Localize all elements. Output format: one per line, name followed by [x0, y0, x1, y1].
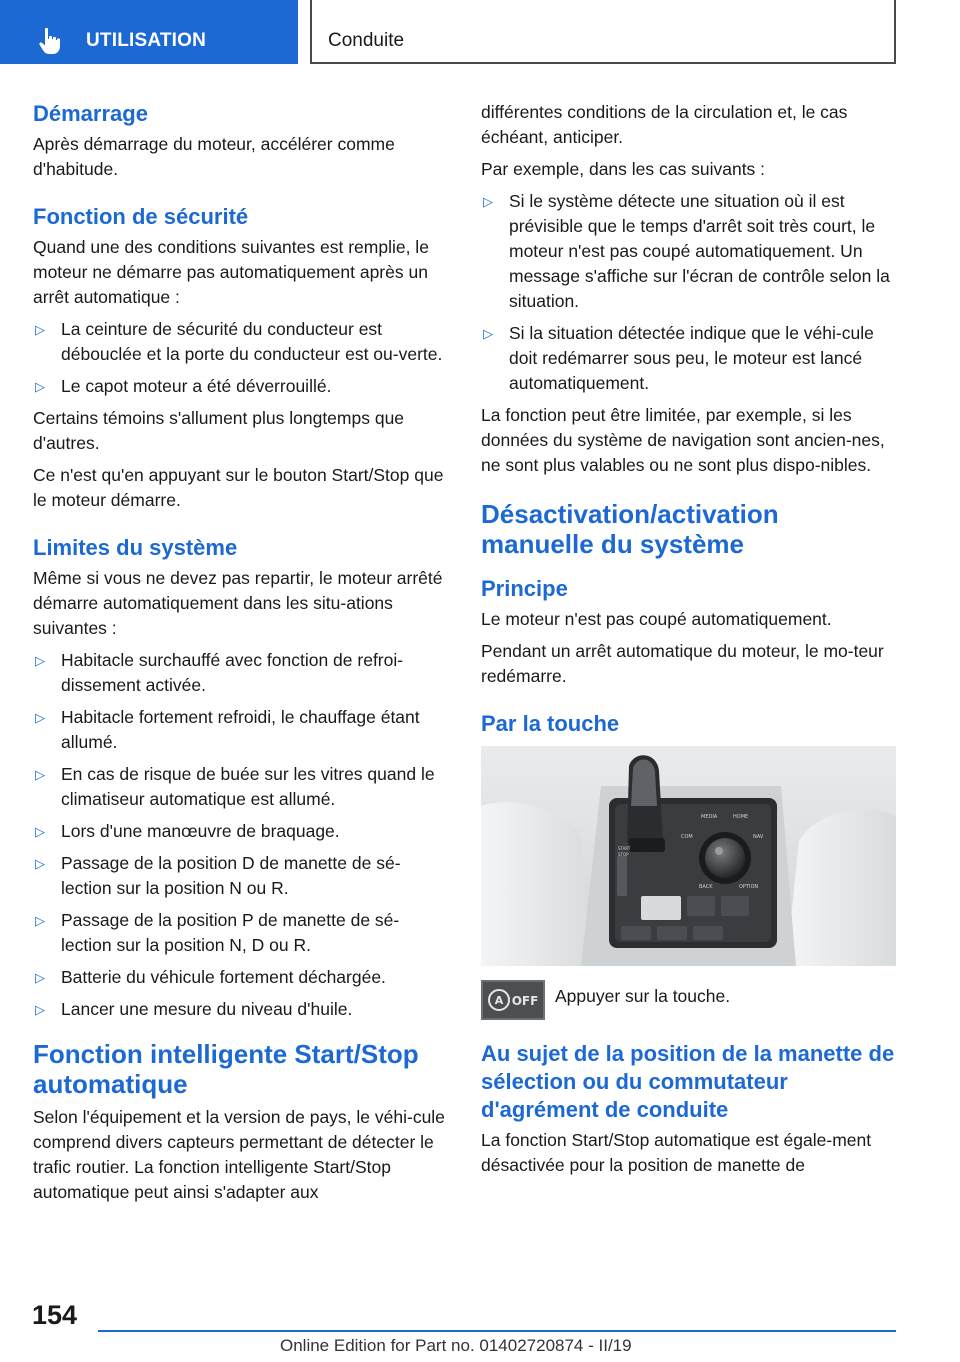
- triangle-bullet-icon: ▷: [35, 1002, 45, 1017]
- heading-position: Au sujet de la position de la manette de sélection ou du commutateur d'agrément de conduite: [481, 1041, 895, 1122]
- list-item: ▷ Lors d'une manœuvre de braquage.: [33, 819, 448, 844]
- paragraph-limites: Même si vous ne devez pas repartir, le moteur arrêté démarre automatiquement dans les situ-ations suivantes :: [33, 568, 443, 638]
- heading-principe: Principe: [481, 576, 568, 601]
- left-column: [33, 100, 448, 1212]
- page-number: 154: [32, 1300, 78, 1330]
- triangle-bullet-icon: ▷: [35, 322, 45, 337]
- paragraph-principe-2: Pendant un arrêt automatique du moteur, le mo-teur redémarre.: [481, 641, 884, 686]
- list-item: ▷ Habitacle fortement refroidi, le chauffage étant allumé.: [35, 707, 420, 752]
- photo-label-nav: NAV: [753, 834, 764, 840]
- paragraph-securite: Quand une des conditions suivantes est remplie, le moteur ne démarre pas automatiquement après un arrêt automatique :: [33, 237, 429, 307]
- hand-pointer-icon: [36, 26, 66, 56]
- triangle-bullet-icon: ▷: [35, 856, 45, 871]
- triangle-bullet-icon: ▷: [35, 767, 45, 782]
- securite-list: [33, 317, 448, 399]
- heading-limites: Limites du système: [33, 535, 238, 560]
- list-item: ▷ En cas de risque de buée sur les vitres quand le climatiseur automatique est allumé.: [35, 764, 435, 809]
- center-console-photo: [481, 746, 896, 966]
- list-item: ▷ Passage de la position P de manette de sé-lection sur la position N, D ou R.: [35, 910, 400, 955]
- paragraph-limitee: La fonction peut être limitée, par exemple, si les données du système de navigation sont ancien-nes, ne sont plus valables ou ne sont plus dispo-nibles.: [481, 405, 885, 475]
- section-tab-label: UTILISATION: [86, 30, 207, 51]
- paragraph-demarrage: Après démarrage du moteur, accélérer comme d'habitude.: [33, 134, 395, 179]
- footer-edition: Online Edition for Part no. 01402720874 - II/19: [280, 1336, 632, 1355]
- footer-divider: [98, 1330, 896, 1332]
- auto-start-stop-off-icon: [481, 980, 545, 1020]
- list-item: ▷ Habitacle surchauffé avec fonction de refroi-dissement activée.: [35, 650, 404, 695]
- paragraph-appuyer: Appuyer sur la touche.: [555, 986, 731, 1006]
- triangle-bullet-icon: ▷: [35, 913, 45, 928]
- paragraph-continuation: différentes conditions de la circulation et, le cas échéant, anticiper.: [481, 102, 848, 147]
- photo-label-back: BACK: [699, 884, 713, 890]
- photo-label-start: START: [618, 846, 631, 851]
- triangle-bullet-icon: ▷: [35, 653, 45, 668]
- paragraph-position: La fonction Start/Stop automatique est égale-ment désactivée pour la position de manette de: [481, 1130, 872, 1175]
- list-item: ▷ Batterie du véhicule fortement déchargée.: [33, 965, 448, 990]
- paragraph-temoins: Certains témoins s'allument plus longtemps que d'autres.: [33, 408, 405, 453]
- svg-text:A: A: [494, 994, 504, 1007]
- triangle-bullet-icon: ▷: [35, 970, 45, 985]
- off-icon-label: OFF: [511, 994, 539, 1008]
- chapter-title: Conduite: [328, 30, 405, 51]
- triangle-bullet-icon: ▷: [35, 379, 45, 394]
- paragraph-intelligente: Selon l'équipement et la version de pays, le véhi-cule comprend divers capteurs permettant de détecter le trafic routier. La fonction intelligente Start/Stop automatique peut ainsi s'adapter aux: [33, 1107, 445, 1202]
- exemple-list: [481, 189, 896, 396]
- paragraph-bouton: Ce n'est qu'en appuyant sur le bouton Start/Stop que le moteur démarre.: [33, 465, 444, 510]
- heading-desactivation: Désactivation/activation manuelle du système: [481, 499, 779, 559]
- photo-label-option: OPTION: [739, 884, 759, 890]
- limites-list: [33, 648, 448, 1022]
- heading-demarrage: Démarrage: [33, 101, 148, 126]
- heading-securite: Fonction de sécurité: [33, 204, 249, 229]
- list-item: ▷ Passage de la position D de manette de sé-lection sur la position N ou R.: [35, 853, 401, 898]
- right-column: [481, 100, 896, 1185]
- list-item: ▷ Si le système détecte une situation où il est prévisible que le temps d'arrêt soit très court, le moteur n'est pas coupé automatiquement. Un message s'affiche sur l'écran de contrôle selon la situation.: [483, 191, 890, 311]
- list-item: ▷ La ceinture de sécurité du conducteur est débouclée et la porte du conducteur est ou-verte.: [35, 319, 443, 364]
- photo-label-home: HOME: [733, 814, 749, 820]
- triangle-bullet-icon: ▷: [35, 710, 45, 725]
- triangle-bullet-icon: ▷: [483, 326, 493, 341]
- photo-label-media: MEDIA: [701, 814, 718, 820]
- button-instruction: [481, 980, 896, 1020]
- photo-label-com: COM: [681, 834, 693, 840]
- photo-label-stop: STOP: [618, 852, 629, 857]
- paragraph-principe-1: Le moteur n'est pas coupé automatiquement.: [481, 609, 832, 629]
- heading-touche: Par la touche: [481, 711, 620, 736]
- heading-intelligente: Fonction intelligente Start/Stop automatique: [33, 1039, 419, 1099]
- list-item: ▷ Lancer une mesure du niveau d'huile.: [33, 997, 448, 1022]
- triangle-bullet-icon: ▷: [35, 824, 45, 839]
- list-item: ▷ Le capot moteur a été déverrouillé.: [33, 374, 448, 399]
- list-item: ▷ Si la situation détectée indique que le véhi-cule doit redémarrer sous peu, le moteur est lancé automatiquement.: [483, 323, 874, 393]
- chapter-header: [310, 0, 896, 64]
- paragraph-exemple: Par exemple, dans les cas suivants :: [481, 159, 766, 179]
- triangle-bullet-icon: ▷: [483, 194, 493, 209]
- section-tab[interactable]: [0, 0, 298, 64]
